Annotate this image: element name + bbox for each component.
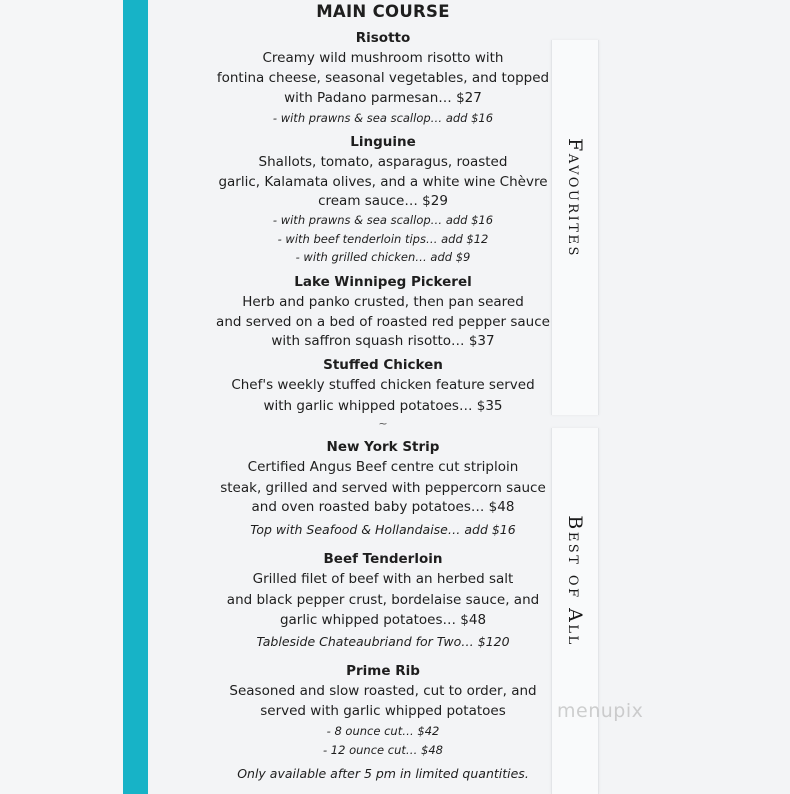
item-desc-line: served with garlic whipped potatoes [260, 703, 506, 719]
item-desc-line: and black pepper crust, bordelaise sauce, and [226, 592, 540, 608]
item-desc-line: Certified Angus Beef centre cut striploin [247, 459, 519, 475]
item-addon: - with grilled chicken… add $9 [295, 250, 471, 264]
item-desc-line: and oven roasted baby potatoes… $48 [251, 499, 515, 515]
item-desc-line: Shallots, tomato, asparagus, roasted [258, 154, 508, 170]
item-note: Top with Seafood & Hollandaise… add $16 [250, 522, 516, 537]
item-name-stuffed-chicken: Stuffed Chicken [323, 357, 443, 373]
separator-tilde: ~ [378, 417, 388, 430]
item-desc-line: fontina cheese, seasonal vegetables, and topped [216, 70, 550, 86]
item-name-linguine: Linguine [350, 134, 416, 150]
best-of-all-label: Best of All [564, 515, 586, 647]
item-name-beef-tenderloin: Beef Tenderloin [323, 551, 443, 567]
menu-page [148, 0, 618, 794]
item-desc-line: Creamy wild mushroom risotto with [262, 50, 504, 66]
item-addon: - with prawns & sea scallop… add $16 [272, 111, 494, 125]
item-desc-line: with Padano parmesan… $27 [284, 90, 482, 106]
item-desc-line: garlic whipped potatoes… $48 [279, 612, 487, 628]
favourites-label: Favourites [564, 137, 586, 258]
item-name-prime-rib: Prime Rib [346, 663, 420, 679]
item-addon: - with beef tenderloin tips… add $12 [277, 232, 489, 246]
item-note: Only available after 5 pm in limited quantities. [237, 766, 529, 781]
item-desc-line: cream sauce… $29 [318, 193, 448, 209]
item-note: Tableside Chateaubriand for Two… $120 [256, 634, 510, 649]
item-addon: - 12 ounce cut… $48 [323, 743, 443, 757]
item-name-new-york-strip: New York Strip [326, 439, 440, 455]
section-title: MAIN COURSE [316, 2, 450, 21]
best-of-all-tab [551, 428, 599, 794]
favourites-tab [551, 40, 599, 415]
item-name-risotto: Risotto [355, 30, 411, 46]
item-desc-line: and served on a bed of roasted red pepper sauce [216, 314, 550, 330]
item-desc-line: Grilled filet of beef with an herbed salt [252, 571, 514, 587]
item-desc-line: Herb and panko crusted, then pan seared [242, 294, 524, 310]
item-desc-line: with saffron squash risotto… $37 [271, 333, 495, 349]
item-desc-line: steak, grilled and served with peppercorn sauce [220, 480, 546, 496]
item-desc-line: with garlic whipped potatoes… $35 [263, 398, 503, 414]
item-desc-line: Chef's weekly stuffed chicken feature served [231, 377, 535, 393]
left-margin [0, 0, 123, 794]
watermark-logo: menupix [557, 700, 644, 722]
item-addon: - with prawns & sea scallop… add $16 [272, 213, 494, 227]
item-desc-line: Seasoned and slow roasted, cut to order, and [229, 683, 537, 699]
accent-bar [123, 0, 148, 794]
item-addon: - 8 ounce cut… $42 [326, 724, 440, 738]
item-desc-line: garlic, Kalamata olives, and a white wine Chèvre [218, 174, 548, 190]
item-name-pickerel: Lake Winnipeg Pickerel [294, 274, 472, 290]
